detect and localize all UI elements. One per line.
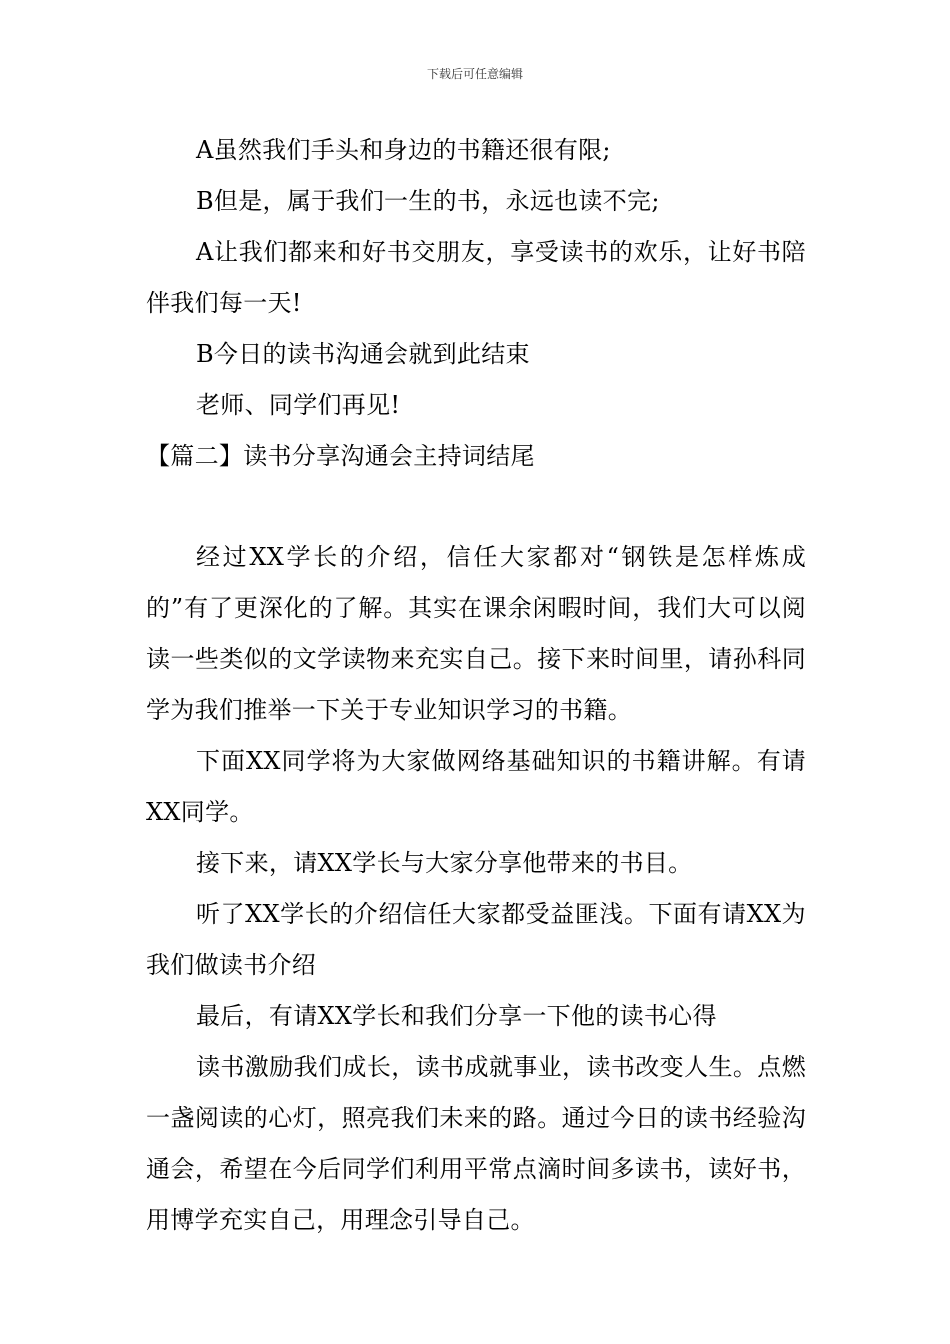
paragraph: 老师、同学们再见!: [196, 391, 401, 419]
paragraph: 读书激励我们成长，读书成就事业，读书改变人生。点燃一盏阅读的心灯，照亮我们未来的路。通过今日的读书经验沟通会，希望在今后同学们利用平常点滴时间多读书，读好书，用博学充实自己，用理念引导自己。: [146, 1053, 806, 1234]
paragraph: A让我们都来和好书交朋友，享受读书的欢乐，让好书陪伴我们每一天!: [146, 238, 806, 317]
paragraph: 接下来，请XX学长与大家分享他带来的书目。: [196, 849, 693, 877]
paragraph: B今日的读书沟通会就到此结束: [196, 340, 530, 368]
header-note: 下载后可任意编辑: [426, 67, 523, 81]
paragraph: 听了XX学长的介绍信任大家都受益匪浅。下面有请XX为我们做读书介绍: [146, 900, 806, 979]
document-body: [146, 125, 806, 1246]
paragraph: A虽然我们手头和身边的书籍还很有限;: [196, 136, 611, 164]
paragraph: 经过XX学长的介绍，信任大家都对“钢铁是怎样炼成的”有了更深化的了解。其实在课余闲暇时间，我们大可以阅读一些类似的文学读物来充实自己。接下来时间里，请孙科同学为我们推举一下关于专业知识学习的书籍。: [146, 543, 806, 724]
blank-line: [146, 482, 806, 532]
paragraph: 最后，有请XX学长和我们分享一下他的读书心得: [196, 1002, 717, 1030]
paragraph: 下面XX同学将为大家做网络基础知识的书籍讲解。有请XX同学。: [146, 747, 806, 826]
section-heading: 【篇二】读书分享沟通会主持词结尾: [146, 442, 535, 470]
paragraph: B但是，属于我们一生的书，永远也读不完;: [196, 187, 660, 215]
